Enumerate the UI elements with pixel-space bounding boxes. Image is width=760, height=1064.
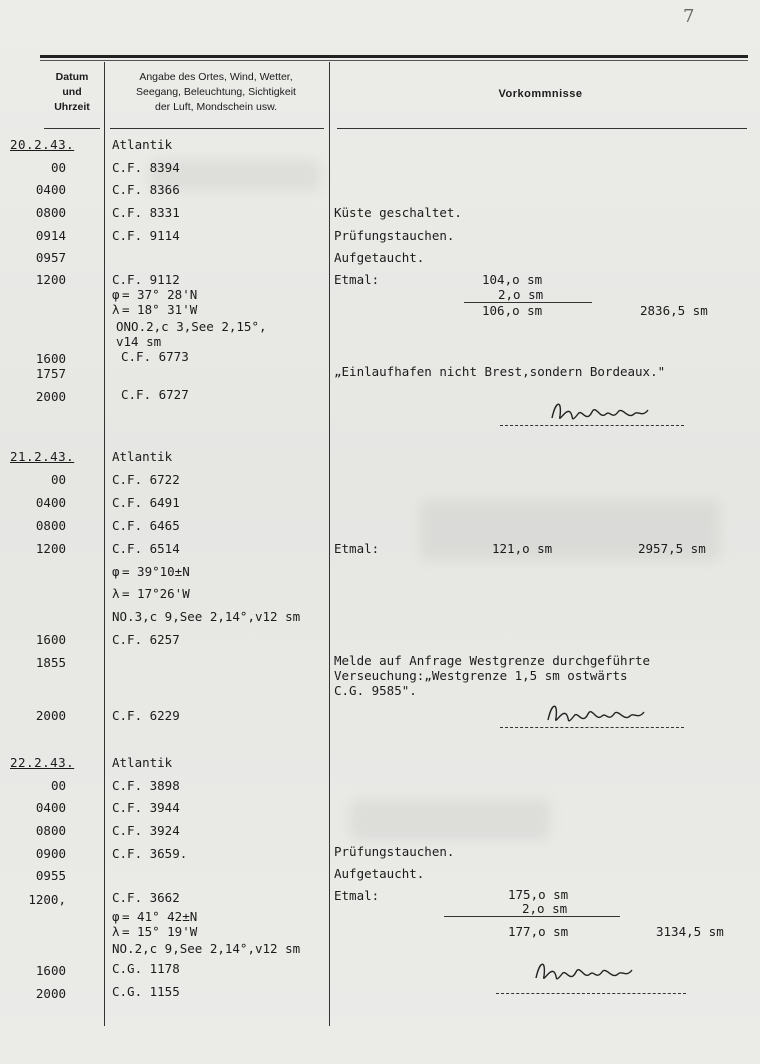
entry-time: 00 <box>50 472 66 487</box>
position-grid: C.F. 6722 <box>112 472 180 487</box>
entry-time: 0800 <box>35 823 66 838</box>
event-text: Aufgetaucht. <box>334 250 425 265</box>
latitude: = 39°10±N <box>122 564 190 579</box>
position-grid: C.F. 6257 <box>112 632 180 647</box>
latitude-symbol: φ <box>112 287 120 302</box>
etmal-value: 2,o sm <box>498 287 544 302</box>
entry-time: 0914 <box>35 228 66 243</box>
signature <box>548 398 658 428</box>
longitude: = 18° 31'W <box>122 302 198 317</box>
signature <box>544 700 654 730</box>
weather: ONO.2,c 3,See 2,15°, <box>116 319 267 334</box>
area-label: Atlantik <box>112 137 173 152</box>
entry-time: 1200 <box>35 541 66 556</box>
corner-mark: 7 <box>683 6 695 27</box>
position-grid: C.F. 3924 <box>112 823 180 838</box>
entry-time: 1757 <box>35 366 66 381</box>
entry-time: 0800 <box>35 205 66 220</box>
header-date-label: und <box>62 86 82 98</box>
position-grid: C.F. 3659. <box>112 846 188 861</box>
position-grid: C.F. 6491 <box>112 495 180 510</box>
event-text: Melde auf Anfrage Westgrenze durchgeführte <box>334 653 651 668</box>
position-grid: C.F. 8394 <box>112 160 180 175</box>
signature <box>532 958 642 988</box>
event-text: „Einlaufhafen nicht Brest,sondern Bordeaux." <box>334 364 666 379</box>
header-location-column <box>110 70 322 115</box>
position-grid: C.F. 6773 <box>121 349 189 364</box>
event-text: Aufgetaucht. <box>334 866 425 881</box>
event-text: Prüfungstauchen. <box>334 844 455 859</box>
etmal-value: 121,o sm <box>492 541 553 556</box>
entry-time: 1855 <box>35 655 66 670</box>
longitude-symbol: λ <box>112 302 120 317</box>
event-text: C.G. 9585". <box>334 683 417 698</box>
weather: NO.3,c 9,See 2,14°,v12 sm <box>112 609 301 624</box>
entry-time: 2000 <box>35 389 66 404</box>
entry-time: 0800 <box>35 518 66 533</box>
position-grid: C.F. 8331 <box>112 205 180 220</box>
sum-line <box>444 916 620 917</box>
entry-time: 1600 <box>35 632 66 647</box>
signature-dashed-line <box>500 425 684 427</box>
entry-date: 20.2.43. <box>10 137 75 152</box>
entry-time: 1200 <box>35 272 66 287</box>
position-grid: C.F. 9114 <box>112 228 180 243</box>
event-text: Küste geschaltet. <box>334 205 462 220</box>
etmal-sum: 106,o sm <box>482 303 543 318</box>
header-location-label: Seegang, Beleuchtung, Sichtigkeit <box>136 86 296 98</box>
header-underline <box>44 128 100 129</box>
longitude-symbol: λ <box>112 924 120 939</box>
entry-time: 00 <box>50 778 66 793</box>
longitude-symbol: λ <box>112 586 120 601</box>
entry-time: 1200, <box>28 892 66 907</box>
area-label: Atlantik <box>112 449 173 464</box>
position-grid: C.F. 6229 <box>112 708 180 723</box>
position-grid: C.F. 3662 <box>112 890 180 905</box>
header-date-label: Datum <box>55 71 89 83</box>
entry-time: 0955 <box>35 868 66 883</box>
position-grid: C.F. 3944 <box>112 800 180 815</box>
position-grid: C.F. 6514 <box>112 541 180 556</box>
position-grid: C.F. 6465 <box>112 518 180 533</box>
etmal-label: Etmal: <box>334 272 380 287</box>
header-location-label: der Luft, Mondschein usw. <box>155 101 277 113</box>
latitude: = 37° 28'N <box>122 287 198 302</box>
header-date-label: Uhrzeit <box>54 101 90 113</box>
etmal-label: Etmal: <box>334 541 380 556</box>
position-grid: C.F. 8366 <box>112 182 180 197</box>
longitude: = 17°26'W <box>122 586 190 601</box>
etmal-sum: 177,o sm <box>508 924 569 939</box>
signature-dashed-line <box>500 727 684 729</box>
entry-time: 0900 <box>35 846 66 861</box>
entry-time: 00 <box>50 160 66 175</box>
position-grid: C.G. 1155 <box>112 984 180 999</box>
top-rule <box>40 55 748 58</box>
latitude: = 41° 42±N <box>122 909 198 924</box>
entry-time: 0957 <box>35 250 66 265</box>
entry-time: 0400 <box>35 182 66 197</box>
header-events-label: Vorkommnisse <box>498 88 583 100</box>
position-grid: C.F. 3898 <box>112 778 180 793</box>
latitude-symbol: φ <box>112 564 120 579</box>
weather: NO.2,c 9,See 2,14°,v12 sm <box>112 941 301 956</box>
etmal-label: Etmal: <box>334 888 380 903</box>
total-distance: 3134,5 sm <box>656 924 724 939</box>
etmal-value: 2,o sm <box>522 901 568 916</box>
header-underline <box>337 128 747 129</box>
longitude: = 15° 19'W <box>122 924 198 939</box>
entry-time: 2000 <box>35 708 66 723</box>
visibility: v14 sm <box>116 334 162 349</box>
header-location-label: Angabe des Ortes, Wind, Wetter, <box>139 71 293 83</box>
top-rule-thin <box>40 60 748 61</box>
position-grid: C.G. 1178 <box>112 961 180 976</box>
position-grid: C.F. 9112 <box>112 272 180 287</box>
entry-date: 22.2.43. <box>10 755 75 770</box>
entry-time: 1600 <box>35 963 66 978</box>
signature-dashed-line <box>496 993 686 995</box>
header-underline <box>110 128 324 129</box>
entry-time: 2000 <box>35 986 66 1001</box>
column-divider-date <box>104 62 105 1026</box>
entry-date: 21.2.43. <box>10 449 75 464</box>
header-date-column <box>44 70 100 115</box>
position-grid: C.F. 6727 <box>121 387 189 402</box>
entry-time: 1600 <box>35 351 66 366</box>
etmal-value: 104,o sm <box>482 272 543 287</box>
etmal-value: 175,o sm <box>508 887 569 902</box>
paper-smudge <box>350 800 550 840</box>
event-text: Prüfungstauchen. <box>334 228 455 243</box>
total-distance: 2836,5 sm <box>640 303 708 318</box>
entry-time: 0400 <box>35 495 66 510</box>
column-divider-location <box>329 62 330 1026</box>
event-text: Verseuchung:„Westgrenze 1,5 sm ostwärts <box>334 668 628 683</box>
latitude-symbol: φ <box>112 909 120 924</box>
area-label: Atlantik <box>112 755 173 770</box>
entry-time: 0400 <box>35 800 66 815</box>
total-distance: 2957,5 sm <box>638 541 706 556</box>
